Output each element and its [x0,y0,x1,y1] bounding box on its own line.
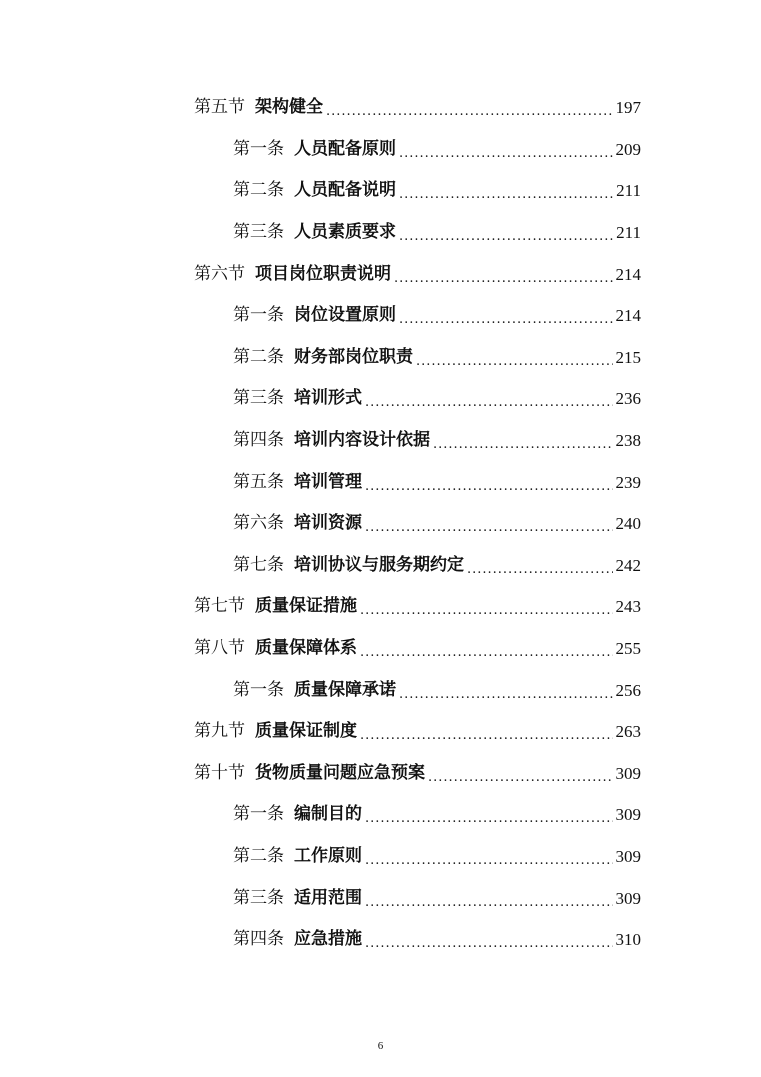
toc-entry-page: 243 [615,597,641,617]
dot-leader [433,438,613,451]
toc-entry-page: 214 [615,264,641,284]
toc-entry-number: 第三条 [233,388,284,409]
toc-entry-title: 培训协议与服务期约定 [294,554,464,575]
toc-entry-title: 质量保证制度 [255,721,357,742]
toc-entry-title: 项目岗位职责说明 [255,263,391,284]
toc-entry-page: 309 [615,888,641,908]
toc-section-entry[interactable] [0,628,761,670]
dot-leader [399,688,613,701]
dot-leader [416,355,613,368]
toc-entry-page: 309 [615,846,641,866]
dot-leader [360,729,613,742]
toc-entry-number: 第七节 [194,596,245,617]
toc-entry-number: 第六条 [233,513,284,534]
toc-article-entry[interactable] [0,836,761,878]
toc-entry-title: 货物质量问题应急预案 [255,762,425,783]
toc-entry-number: 第二条 [233,180,284,201]
toc-entry-title: 质量保证措施 [255,596,357,617]
dot-leader [326,105,613,118]
toc-entry-page: 214 [615,306,641,326]
dot-leader [467,563,613,576]
toc-entry-number: 第五条 [233,471,284,492]
dot-leader [399,188,613,201]
toc-entry-number: 第一条 [233,138,284,159]
toc-article-entry[interactable] [0,461,761,503]
dot-leader [365,480,613,493]
dot-leader [365,854,613,867]
toc-entry-page: 238 [615,431,641,451]
toc-article-entry[interactable] [0,794,761,836]
toc-entry-page: 242 [615,555,641,575]
toc-entry-number: 第十节 [194,762,245,783]
toc-entry-page: 309 [615,763,641,783]
toc-entry-number: 第五节 [194,97,245,118]
toc-entry-number: 第三条 [233,887,284,908]
toc-article-entry[interactable] [0,212,761,254]
dot-leader [399,230,613,243]
toc-entry-number: 第四条 [233,430,284,451]
toc-entry-number: 第一条 [233,679,284,700]
dot-leader [399,313,613,326]
toc-entry-number: 第九节 [194,721,245,742]
toc-article-entry[interactable] [0,420,761,462]
dot-leader [360,646,613,659]
toc-entry-page: 211 [616,223,641,243]
toc-entry-title: 培训形式 [294,388,362,409]
toc-entry-page: 209 [615,139,641,159]
toc-section-entry[interactable] [0,253,761,295]
toc-entry-number: 第三条 [233,222,284,243]
toc-section-entry[interactable] [0,711,761,753]
toc-entry-title: 人员配备说明 [294,180,396,201]
dot-leader [365,812,613,825]
dot-leader [360,604,613,617]
toc-entry-number: 第二条 [233,845,284,866]
toc-article-entry[interactable] [0,545,761,587]
page-number: 6 [377,1040,384,1052]
toc-entry-page: 215 [615,347,641,367]
toc-section-entry[interactable] [0,87,761,129]
toc-entry-page: 240 [615,514,641,534]
toc-entry-number: 第六节 [194,263,245,284]
toc-entry-number: 第二条 [233,346,284,367]
toc-entry-title: 架构健全 [255,97,323,118]
toc-entry-title: 应急措施 [294,929,362,950]
toc-entry-page: 211 [616,181,641,201]
dot-leader [365,896,613,909]
toc-article-entry[interactable] [0,669,761,711]
toc-article-entry[interactable] [0,129,761,171]
toc-article-entry[interactable] [0,170,761,212]
dot-leader [365,937,613,950]
toc-entry-title: 人员配备原则 [294,138,396,159]
dot-leader [399,147,613,160]
toc-entry-title: 培训管理 [294,471,362,492]
toc-entry-number: 第一条 [233,305,284,326]
toc-article-entry[interactable] [0,877,761,919]
toc-entry-title: 人员素质要求 [294,222,396,243]
toc-article-entry[interactable] [0,919,761,961]
toc-entry-title: 培训资源 [294,513,362,534]
toc-entry-page: 255 [615,639,641,659]
toc-entry-title: 工作原则 [294,845,362,866]
toc-article-entry[interactable] [0,337,761,379]
dot-leader [394,272,613,285]
dot-leader [365,396,613,409]
toc-article-entry[interactable] [0,295,761,337]
toc-entry-title: 财务部岗位职责 [294,346,413,367]
toc-entry-page: 236 [615,389,641,409]
toc-entry-number: 第一条 [233,804,284,825]
toc-entry-number: 第七条 [233,554,284,575]
toc-entry-page: 197 [615,98,641,118]
table-of-contents [0,87,761,960]
dot-leader [365,521,613,534]
toc-article-entry[interactable] [0,378,761,420]
toc-entry-page: 239 [615,472,641,492]
dot-leader [428,771,613,784]
toc-entry-title: 质量保障承诺 [294,679,396,700]
toc-entry-page: 310 [615,930,641,950]
toc-entry-title: 适用范围 [294,887,362,908]
toc-entry-number: 第八节 [194,638,245,659]
toc-entry-number: 第四条 [233,929,284,950]
toc-entry-page: 256 [615,680,641,700]
toc-article-entry[interactable] [0,503,761,545]
toc-entry-title: 编制目的 [294,804,362,825]
toc-section-entry[interactable] [0,753,761,795]
toc-entry-page: 263 [615,722,641,742]
toc-section-entry[interactable] [0,586,761,628]
toc-entry-title: 培训内容设计依据 [294,430,430,451]
toc-entry-page: 309 [615,805,641,825]
toc-entry-title: 质量保障体系 [255,638,357,659]
toc-entry-title: 岗位设置原则 [294,305,396,326]
